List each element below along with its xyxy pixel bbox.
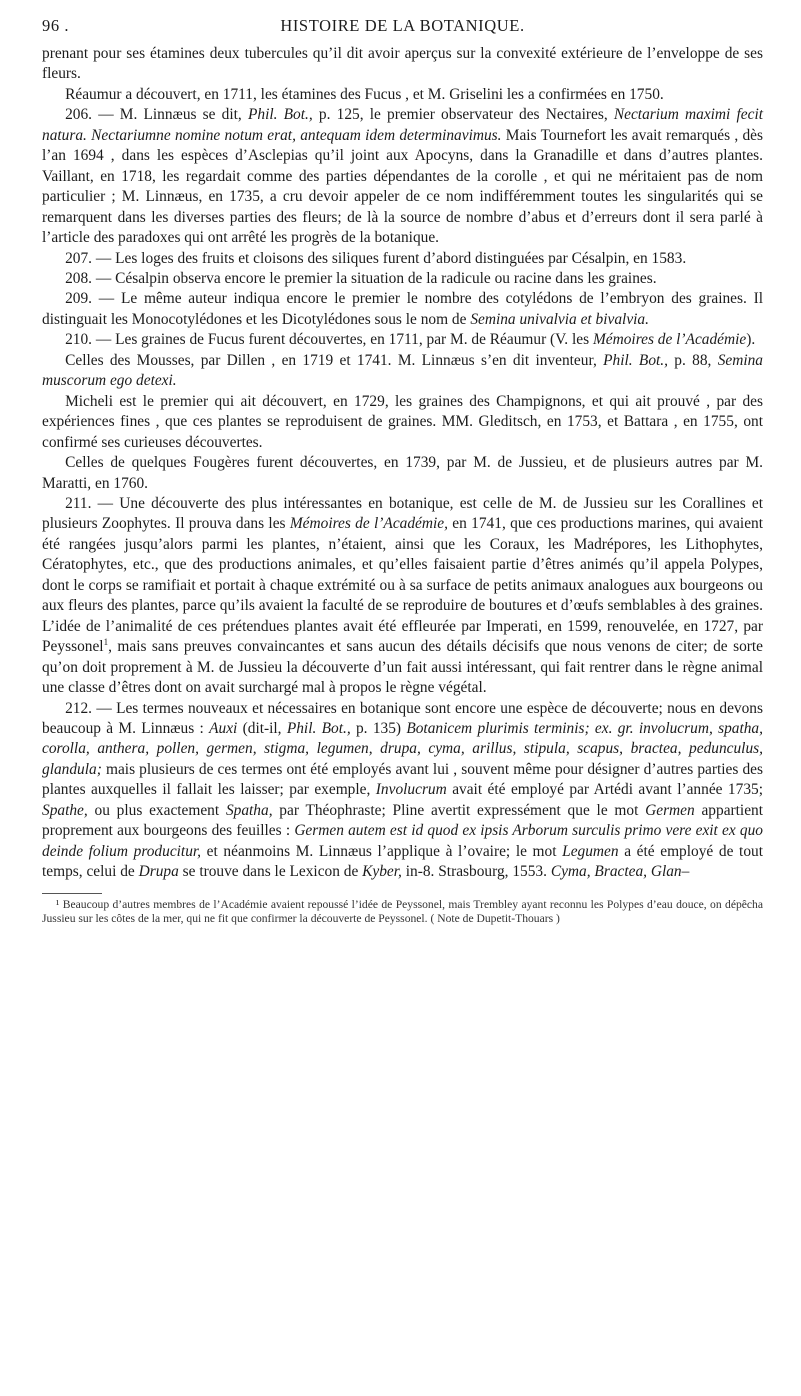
paragraph: 207. — Les loges des fruits et cloisons des siliques furent d’abord distinguées par Césalpin, en 1583.	[65, 249, 687, 267]
italic-text: Nectarium maximi fecit natura. Nectariumne nomine notum erat, antequam idem determinavimus.	[42, 106, 763, 144]
italic-text: Phil. Bot.,	[286, 719, 351, 737]
paragraph: Celles des Mousses, par Dillen , en 1719 et 1741. M. Linnæus s’en dit inventeur, Phil. Bot., p. 88, Semina muscorum ego detexi.	[42, 351, 763, 390]
italic-text: Mémoires de l’Académie,	[289, 515, 448, 533]
footnote: ¹ Beaucoup d’autres membres de l’Académie avaient repoussé l’idée de Peyssonel, mais Trembley ayant reconnu les Polypes d’eau douce, on dépêcha Jussieu sur les côtes de la mer, qui ne fit que confirmer la découverte de Peyssonel. ( Note de Dupetit-Thouars )	[42, 897, 763, 926]
italic-text: Germen	[645, 801, 695, 819]
running-head	[42, 12, 763, 38]
italic-text: Phil. Bot.,	[247, 106, 313, 124]
italic-text: Phil. Bot.,	[603, 351, 668, 369]
italic-text: Involucrum	[375, 781, 447, 799]
italic-text: Germen autem est id quod ex ipsis Arborum surculis primo vere exit ex quo deinde folium producitur,	[42, 822, 763, 860]
italic-text: Mémoires de l’Académie	[592, 331, 747, 349]
italic-text: Semina univalvia et bivalvia.	[470, 310, 649, 328]
paragraph: Celles de quelques Fougères furent découvertes, en 1739, par M. de Jussieu, et de plusieurs autres par M. Maratti, en 1760.	[42, 454, 763, 492]
italic-text: Botanicem plurimis terminis; ex. gr. involucrum, spatha, corolla, anthera, pollen, germen, stigma, legumen, drupa, cyma, arillus, stipula, scapus, bractea, pedunculus, glandula;	[42, 719, 763, 778]
paragraph: 210. — Les graines de Fucus furent découvertes, en 1711, par M. de Réaumur (V. les Mémoires de l’Académie).	[65, 331, 756, 349]
footnote-marker: 1	[103, 637, 109, 648]
paragraph: 211. — Une découverte des plus intéressantes en botanique, est celle de M. de Jussieu sur les Corallines et plusieurs Zoophytes. Il prouva dans les Mémoires de l’Académie, en 1741, que ces productions marines, qui avaient été rangées jusqu’alors parmi les plantes, n’étaient, ainsi que les Coraux, les Madrépores, les Lithophytes, Cératophytes, etc., que des productions animales, et qu’elles faisaient partie d’êtres animés qu’il appela Polypes, dont le corps se ramifiait et portait à chaque extrémité ou à sa surface de petits animaux analogues aux bourgeons ou aux fleurs des plantes, parce qu’ils avaient la faculté de se reproduire de boutures et d’œufs semblables à des graines. L’idée de l’animalité de ces prétendues plantes avait été effleurée par Imperati, en 1599, renouvelée, en 1727, par Peyssonel$^1$, mais sans preuves convaincantes et sans aucun des détails décisifs que nous venons de citer; de sorte qu’on doit proprement à M. de Jussieu la découverte d’un fait aussi intéressant, qui fait rentrer dans le règne animal une classe d’êtres dont on avait surchargé mal à propos le règne végétal.	[42, 494, 764, 697]
paragraph: 206. — M. Linnæus se dit, Phil. Bot., p. 125, le premier observateur des Nectaires, Nectarium maximi fecit natura. Nectariumne nomine notum erat, antequam idem determinavimus. Mais Tournefort les avait remarqués , dès l’an 1694 , dans les espèces d’Asclepias qu’il joint aux Apocyns, dans la Granadille et dans d’autres plantes. Vaillant, en 1718, les regardait comme des parties dépendantes de la corolle , et qui ne méritaient pas de nom particulier ; M. Linnæus, en 1735, a cru devoir appeler de ce nom indifféremment toutes les singularités qui se remarquent dans les diverses parties des fleurs; de là la source de nombre d’abus et d’erreurs dont il sera parlé à l’article des paradoxes qui ont arrêté les progrès de la botanique.	[42, 106, 763, 247]
body-text	[42, 44, 763, 883]
italic-text: Cyma, Bractea, Glan–	[550, 863, 690, 881]
italic-text: Legumen	[562, 842, 619, 860]
paragraph: 208. — Césalpin observa encore le premier la situation de la radicule ou racine dans les graines.	[65, 269, 657, 287]
italic-text: Semina muscorum ego detexi.	[42, 351, 763, 390]
paragraph: Réaumur a découvert, en 1711, les étamines des Fucus , et M. Griselini les a confirmées en 1750.	[65, 85, 664, 103]
italic-text: Spatha,	[225, 801, 273, 819]
paragraph: Micheli est le premier qui ait découvert, en 1729, les graines des Champignons, et qui ait prouvé , par des expériences fines , que ces plantes se reproduisent de graines. MM. Gleditsch, en 1753, et Battara , en 1755, ont confirmé ses curieuses découvertes.	[42, 392, 763, 451]
italic-text: Auxi	[209, 719, 238, 737]
italic-text: Spathe,	[42, 801, 88, 819]
paragraph: 209. — Le même auteur indiqua encore le premier le nombre des cotylédons de l’embryon des graines. Il distinguait les Monocotylédones et les Dicotylédones sous le nom de Semina univalvia et bivalvia.	[42, 290, 763, 328]
paragraph: prenant pour ses étamines deux tubercules qu’il dit avoir aperçus sur la convexité extérieure de l’enveloppe de ses fleurs.	[42, 45, 763, 83]
italic-text: Drupa	[138, 863, 179, 881]
paragraph: 212. — Les termes nouveaux et nécessaires en botanique sont encore une espèce de découverte; nous en devons beaucoup à M. Linnæus : Auxi (dit-il, Phil. Bot., p. 135) Botanicem plurimis terminis; ex. gr. involucrum, spatha, corolla, anthera, pollen, germen, stigma, legumen, drupa, cyma, arillus, stipula, scapus, bractea, pedunculus, glandula; mais plusieurs de ces termes ont été employés avant lui , souvent même pour désigner d’autres parties des plantes auxquelles il fallait les laisser; par exemple, Involucrum avait été employé par Artédi avant l’année 1735; Spathe, ou plus exactement Spatha, par Théophraste; Pline avertit expressément que le mot Germen appartient proprement aux bourgeons des feuilles : Germen autem est id quod ex ipsis Arborum surculis primo vere exit ex quo deinde folium producitur, et néanmoins M. Linnæus l’applique à l’ovaire; le mot Legumen a été employé de tout temps, celui de Drupa se trouve dans le Lexicon de Kyber, in-8. Strasbourg, 1553. Cyma, Bractea, Glan–	[42, 699, 763, 881]
page-number: 96 .	[42, 16, 70, 35]
italic-text: Kyber,	[362, 863, 402, 881]
running-title: HISTOIRE DE LA BOTANIQUE.	[280, 16, 525, 35]
footnote-divider	[42, 893, 102, 894]
